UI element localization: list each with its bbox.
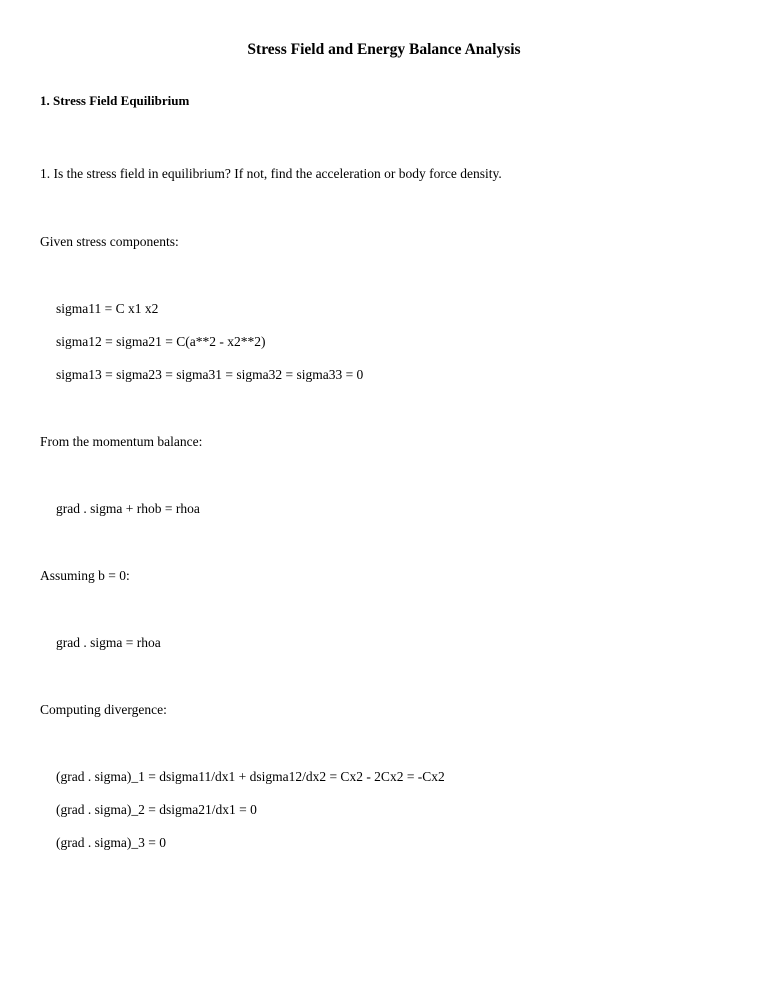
section-heading: 1. Stress Field Equilibrium (40, 93, 190, 108)
divergence-equation-1: (grad . sigma)_1 = dsigma11/dx1 + dsigma12/dx2 = Cx2 - 2Cx2 = -Cx2 (56, 769, 445, 784)
question-text: 1. Is the stress field in equilibrium? If not, find the acceleration or body force density. (40, 166, 502, 181)
equation-sigma12: sigma12 = sigma21 = C(a**2 - x2**2) (56, 334, 266, 349)
equation-sigma-zero-components: sigma13 = sigma23 = sigma31 = sigma32 = sigma33 = 0 (56, 367, 364, 382)
assumption-label: Assuming b = 0: (40, 568, 130, 583)
assumption-equation: grad . sigma = rhoa (56, 635, 161, 650)
given-label: Given stress components: (40, 234, 179, 249)
divergence-label: Computing divergence: (40, 702, 167, 717)
divergence-equation-3: (grad . sigma)_3 = 0 (56, 835, 166, 850)
equation-sigma11: sigma11 = C x1 x2 (56, 301, 159, 316)
document-title: Stress Field and Energy Balance Analysis (247, 41, 521, 58)
momentum-label: From the momentum balance: (40, 434, 203, 449)
divergence-equation-2: (grad . sigma)_2 = dsigma21/dx1 = 0 (56, 802, 257, 817)
momentum-equation: grad . sigma + rhob = rhoa (56, 501, 200, 516)
